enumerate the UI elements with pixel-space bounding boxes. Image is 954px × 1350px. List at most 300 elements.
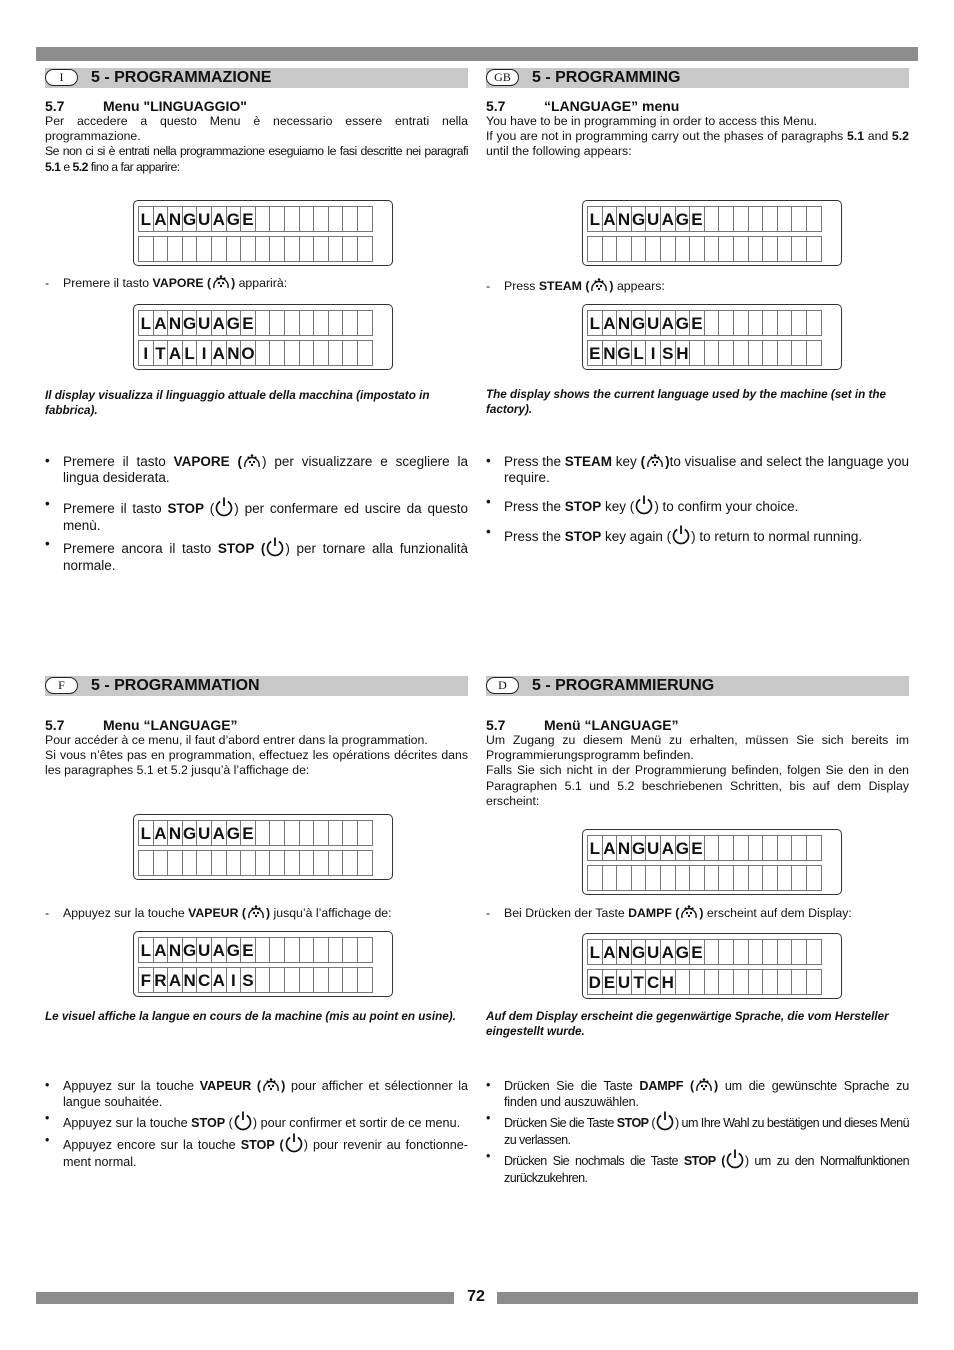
lcd-row	[587, 939, 821, 965]
list-item: • Drücken Sie die Taste DAMPF ( ) um die gewünschte Sprache zu finden und auszuwählen.	[486, 1078, 909, 1109]
section-it	[45, 68, 468, 175]
lcd-cell: L	[631, 340, 647, 366]
lcd-cell	[138, 236, 154, 262]
lcd-cell: L	[587, 835, 603, 861]
lcd-cell	[762, 939, 778, 965]
lcd-cell: G	[631, 835, 647, 861]
lcd-cell	[791, 236, 807, 262]
lcd-cell	[167, 236, 183, 262]
lcd-display	[582, 200, 842, 266]
lcd-cell: L	[138, 937, 154, 963]
lcd-row	[587, 835, 821, 861]
lcd-cell	[255, 236, 271, 262]
lcd-cell	[718, 835, 734, 861]
power-icon	[725, 1148, 745, 1170]
lcd-cell: H	[660, 969, 676, 995]
lcd-cell: A	[660, 835, 676, 861]
lcd-cell: A	[167, 340, 183, 366]
lcd-cell	[269, 937, 285, 963]
lcd-cell	[748, 865, 764, 891]
lcd-cell	[255, 937, 271, 963]
lcd-cell	[226, 850, 242, 876]
lcd-cell: G	[675, 206, 691, 232]
instruction-list	[45, 453, 468, 574]
lcd-cell	[196, 236, 212, 262]
lcd-cell	[806, 206, 822, 232]
lcd-cell	[777, 835, 793, 861]
lcd-cell: E	[689, 835, 705, 861]
lcd-cell	[587, 865, 603, 891]
lcd-cell	[182, 850, 198, 876]
lcd-cell	[269, 820, 285, 846]
display-remark: The display shows the current language used by the machine (set in the factory).	[486, 388, 887, 416]
lcd-cell: N	[182, 967, 198, 993]
power-icon	[284, 1132, 304, 1154]
lcd-cell	[806, 939, 822, 965]
lcd-cell: N	[167, 820, 183, 846]
lcd-cell: A	[602, 835, 618, 861]
instruction-list	[486, 1077, 909, 1186]
lcd-display	[133, 814, 393, 880]
lcd-cell: U	[645, 310, 661, 336]
intro-text: Pour accéder à ce menu, il faut d’abord entrer dans la programmation. Si vous n’êtes pas en programmation, effectuez les opérations décrites dans les paragraphes 5.1 et 5.2 jusqu’à l’affichage de:	[45, 733, 468, 778]
lcd-cell	[704, 206, 720, 232]
steam-icon	[246, 904, 266, 920]
language-badge: F	[45, 677, 78, 694]
lcd-cell	[791, 340, 807, 366]
lcd-cell	[240, 850, 256, 876]
lcd-cell	[342, 820, 358, 846]
lcd-cell: G	[182, 310, 198, 336]
lcd-cell: U	[196, 310, 212, 336]
lcd-cell	[602, 865, 618, 891]
list-item: • Press the STOP key again ( ) to return to normal running.	[486, 524, 863, 544]
lcd-cell	[718, 206, 734, 232]
lcd-cell	[660, 865, 676, 891]
lcd-cell	[791, 939, 807, 965]
display-remark: Il display visualizza il linguaggio attuale della macchina (impostato in fabbrica).	[45, 389, 430, 417]
lcd-cell	[733, 865, 749, 891]
lcd-cell	[733, 310, 749, 336]
steam-note: - Press STEAM ( ) appears:	[486, 279, 665, 293]
lcd-cell	[748, 206, 764, 232]
power-icon	[671, 524, 691, 546]
instruction-list	[45, 1077, 468, 1170]
lcd-cell	[733, 969, 749, 995]
lcd-cell	[748, 340, 764, 366]
lcd-cell	[284, 206, 300, 232]
lcd-cell	[211, 236, 227, 262]
lcd-cell: A	[211, 967, 227, 993]
lcd-display	[582, 829, 842, 895]
lcd-cell	[342, 310, 358, 336]
lcd-cell	[255, 340, 271, 366]
lcd-cell: U	[196, 937, 212, 963]
bottom-rule-left	[36, 1292, 454, 1304]
steam-icon	[589, 277, 609, 293]
power-icon	[214, 496, 234, 518]
lcd-cell	[299, 340, 315, 366]
subsection-title: 5.7 “LANGUAGE” menu	[486, 98, 680, 114]
power-icon	[233, 1110, 253, 1132]
lcd-cell	[704, 835, 720, 861]
lcd-cell	[255, 310, 271, 336]
list-item: • Appuyez sur la touche STOP ( ) pour confirmer et sortir de ce menu.	[45, 1111, 461, 1130]
lcd-cell	[704, 969, 720, 995]
lcd-cell	[284, 937, 300, 963]
top-rule	[36, 47, 918, 61]
lcd-cell: G	[631, 206, 647, 232]
power-icon	[634, 494, 654, 516]
lcd-cell: N	[616, 206, 632, 232]
lcd-cell: L	[587, 939, 603, 965]
lcd-row	[138, 850, 372, 876]
lcd-cell	[342, 206, 358, 232]
lcd-cell: U	[196, 820, 212, 846]
lcd-cell	[718, 310, 734, 336]
lcd-cell	[748, 969, 764, 995]
lcd-cell	[806, 310, 822, 336]
lcd-row	[138, 236, 372, 262]
lcd-cell	[675, 865, 691, 891]
lcd-cell: N	[167, 937, 183, 963]
lcd-cell: I	[226, 967, 242, 993]
lcd-cell: N	[616, 835, 632, 861]
lcd-cell	[226, 236, 242, 262]
lcd-cell	[704, 310, 720, 336]
lcd-cell: E	[240, 937, 256, 963]
lcd-cell	[328, 310, 344, 336]
lcd-cell: A	[660, 206, 676, 232]
steam-icon	[211, 274, 231, 290]
lcd-cell	[284, 820, 300, 846]
lcd-cell: E	[240, 310, 256, 336]
list-item: • Premere il tasto VAPORE ( ) per visualizzare e scegliere la lingua desiderata.	[45, 453, 468, 485]
lcd-cell	[357, 820, 373, 846]
lcd-cell: I	[138, 340, 154, 366]
lcd-cell	[313, 850, 329, 876]
lcd-cell	[167, 850, 183, 876]
lcd-cell: A	[153, 820, 169, 846]
lcd-cell	[806, 236, 822, 262]
lcd-cell	[777, 310, 793, 336]
lcd-cell: U	[196, 206, 212, 232]
lcd-cell	[791, 865, 807, 891]
language-badge: I	[45, 69, 78, 86]
lcd-cell: A	[153, 937, 169, 963]
lcd-cell	[255, 206, 271, 232]
lcd-cell	[762, 310, 778, 336]
lcd-cell	[733, 340, 749, 366]
lcd-cell	[777, 206, 793, 232]
lcd-cell	[602, 236, 618, 262]
instruction-list	[486, 453, 909, 546]
lcd-cell	[791, 206, 807, 232]
lcd-cell	[269, 236, 285, 262]
lcd-cell	[733, 835, 749, 861]
lcd-cell	[269, 310, 285, 336]
lcd-cell: U	[616, 969, 632, 995]
lcd-cell	[153, 236, 169, 262]
lcd-cell: T	[153, 340, 169, 366]
lcd-cell: E	[602, 969, 618, 995]
language-badge: GB	[486, 69, 519, 86]
lcd-row	[587, 236, 821, 262]
steam-note: - Premere il tasto VAPORE ( ) apparirà:	[45, 276, 288, 290]
steam-icon	[242, 453, 262, 469]
lcd-row	[138, 310, 372, 336]
lcd-cell: S	[240, 967, 256, 993]
list-item: • Press the STOP key ( ) to confirm your choice.	[486, 494, 799, 514]
lcd-cell: C	[196, 967, 212, 993]
lcd-display	[582, 933, 842, 999]
lcd-cell: L	[138, 820, 154, 846]
lcd-cell	[313, 967, 329, 993]
steam-note: - Appuyez sur la touche VAPEUR ( ) jusqu’à l’affichage de:	[45, 906, 392, 920]
lcd-cell	[357, 236, 373, 262]
lcd-cell	[342, 340, 358, 366]
lcd-cell	[328, 937, 344, 963]
steam-icon	[679, 904, 699, 920]
lcd-cell	[587, 236, 603, 262]
lcd-cell	[748, 236, 764, 262]
lcd-cell: S	[660, 340, 676, 366]
lcd-cell	[313, 310, 329, 336]
lcd-cell: A	[602, 206, 618, 232]
intro-text: Per accedere a questo Menu è necessario essere entrati nella programmazione. Se non ci si è entrati nella programmazione eseguiamo le fasi descritte nei paragrafi 5.1 e 5.2 fino a far apparire:	[45, 114, 468, 174]
lcd-cell	[284, 340, 300, 366]
lcd-cell	[284, 850, 300, 876]
lcd-cell	[328, 236, 344, 262]
lcd-display	[582, 304, 842, 370]
steam-icon	[261, 1077, 281, 1093]
lcd-cell	[299, 937, 315, 963]
lcd-cell	[313, 206, 329, 232]
lcd-cell	[328, 340, 344, 366]
section-header	[45, 676, 468, 696]
lcd-cell	[313, 937, 329, 963]
lcd-cell	[269, 340, 285, 366]
lcd-cell	[284, 236, 300, 262]
steam-icon	[645, 453, 665, 469]
lcd-cell	[182, 236, 198, 262]
lcd-cell: E	[689, 939, 705, 965]
lcd-cell: L	[587, 206, 603, 232]
lcd-cell: G	[226, 310, 242, 336]
lcd-cell	[704, 340, 720, 366]
page-number: 72	[467, 1288, 485, 1305]
lcd-cell	[357, 967, 373, 993]
lcd-cell	[313, 236, 329, 262]
lcd-cell	[631, 865, 647, 891]
lcd-cell	[153, 850, 169, 876]
lcd-cell: N	[226, 340, 242, 366]
lcd-cell: E	[240, 820, 256, 846]
lcd-cell: G	[226, 937, 242, 963]
lcd-cell: E	[689, 206, 705, 232]
lcd-cell	[806, 340, 822, 366]
lcd-cell	[328, 206, 344, 232]
lcd-cell	[631, 236, 647, 262]
lcd-cell	[299, 967, 315, 993]
lcd-cell	[357, 206, 373, 232]
lcd-cell: U	[645, 835, 661, 861]
section-title: 5 - PROGRAMMAZIONE	[91, 69, 272, 86]
lcd-cell	[704, 236, 720, 262]
lcd-cell: A	[660, 939, 676, 965]
lcd-cell: A	[153, 206, 169, 232]
lcd-cell: A	[211, 340, 227, 366]
lcd-cell	[733, 236, 749, 262]
lcd-cell	[284, 967, 300, 993]
section-header	[45, 68, 468, 88]
lcd-row	[587, 865, 821, 891]
lcd-cell	[675, 969, 691, 995]
intro-text: You have to be in programming in order to access this Menu. If you are not in programming carry out the phases of paragraphs 5.1 and 5.2 until the following appears:	[486, 114, 910, 159]
lcd-row	[587, 340, 821, 366]
lcd-row	[587, 206, 821, 232]
lcd-cell	[689, 865, 705, 891]
lcd-cell	[748, 310, 764, 336]
lcd-cell	[357, 340, 373, 366]
power-icon	[655, 1110, 675, 1132]
lcd-cell: I	[645, 340, 661, 366]
section-title: 5 - PROGRAMMATION	[91, 677, 260, 694]
lcd-cell	[645, 865, 661, 891]
lcd-cell	[342, 967, 358, 993]
lcd-cell	[328, 967, 344, 993]
lcd-cell	[211, 850, 227, 876]
lcd-cell: G	[616, 340, 632, 366]
lcd-cell: C	[645, 969, 661, 995]
lcd-cell: A	[602, 310, 618, 336]
list-item: • Appuyez encore sur la touche STOP ( ) pour revenir au fonctionne-ment normal.	[45, 1133, 468, 1169]
lcd-cell	[806, 835, 822, 861]
lcd-row	[138, 967, 372, 993]
lcd-cell	[791, 835, 807, 861]
steam-note: - Bei Drücken der Taste DAMPF ( ) erscheint auf dem Display:	[486, 906, 852, 920]
section-gb	[486, 68, 909, 160]
lcd-cell: G	[182, 206, 198, 232]
lcd-row	[138, 937, 372, 963]
lcd-row	[138, 206, 372, 232]
lcd-cell	[777, 340, 793, 366]
lcd-cell: R	[153, 967, 169, 993]
display-remark: Le visuel affiche la langue en cours de la machine (mis au point en usine).	[45, 1010, 456, 1023]
lcd-cell	[689, 236, 705, 262]
list-item: • Premere il tasto STOP ( ) per confermare ed uscire da questo menù.	[45, 496, 468, 533]
lcd-cell	[762, 835, 778, 861]
lcd-cell	[342, 850, 358, 876]
lcd-cell	[357, 937, 373, 963]
lcd-cell	[748, 939, 764, 965]
lcd-cell	[762, 969, 778, 995]
lcd-cell: N	[616, 310, 632, 336]
lcd-cell	[616, 865, 632, 891]
lcd-cell: G	[226, 206, 242, 232]
lcd-cell	[299, 850, 315, 876]
section-header	[486, 68, 909, 88]
lcd-cell	[689, 340, 705, 366]
lcd-cell	[299, 310, 315, 336]
lcd-cell	[357, 310, 373, 336]
section-de	[486, 676, 909, 809]
lcd-cell	[718, 236, 734, 262]
section-title: 5 - PROGRAMMING	[532, 69, 681, 86]
lcd-cell	[762, 236, 778, 262]
subsection-title: 5.7 Menu "LINGUAGGIO"	[45, 98, 247, 114]
intro-text: Um Zugang zu diesem Menü zu erhalten, müssen Sie sich bereits im Programmierungsprogramm befinden. Falls Sie sich nicht in der Programmierung befinden, folgen Sie den in den Paragraphen 5.1 und 5.2 beschriebenen Schritten, bis auf dem Display erscheint:	[486, 733, 909, 808]
lcd-cell: A	[211, 937, 227, 963]
lcd-cell	[718, 865, 734, 891]
lcd-cell	[806, 969, 822, 995]
lcd-cell: A	[167, 967, 183, 993]
lcd-cell	[313, 820, 329, 846]
lcd-cell	[733, 206, 749, 232]
bottom-rule-right	[497, 1292, 918, 1304]
lcd-cell	[689, 969, 705, 995]
lcd-cell	[269, 967, 285, 993]
lcd-cell: E	[587, 340, 603, 366]
lcd-cell: G	[182, 820, 198, 846]
lcd-cell: D	[587, 969, 603, 995]
lcd-cell	[718, 969, 734, 995]
lcd-cell	[328, 850, 344, 876]
lcd-cell	[675, 236, 691, 262]
list-item: • Drücken Sie die Taste STOP ( ) um Ihre Wahl zu bestätigen und dieses Menü zu verlassen.	[486, 1111, 909, 1147]
section-header	[486, 676, 909, 696]
lcd-display	[133, 304, 393, 370]
lcd-cell: N	[167, 206, 183, 232]
section-fr	[45, 676, 468, 779]
lcd-cell: L	[182, 340, 198, 366]
lcd-cell	[718, 939, 734, 965]
lcd-cell: G	[675, 835, 691, 861]
lcd-cell	[255, 850, 271, 876]
lcd-cell	[645, 236, 661, 262]
lcd-cell	[777, 865, 793, 891]
lcd-cell: F	[138, 967, 154, 993]
subsection-title: 5.7 Menu “LANGUAGE”	[45, 717, 238, 733]
lcd-cell: O	[240, 340, 256, 366]
list-item: • Premere ancora il tasto STOP ( ) per tornare alla funzionalità normale.	[45, 536, 469, 573]
lcd-cell	[269, 850, 285, 876]
lcd-cell	[762, 206, 778, 232]
lcd-cell: G	[631, 310, 647, 336]
lcd-cell: N	[167, 310, 183, 336]
lcd-cell: A	[211, 310, 227, 336]
lcd-cell	[762, 865, 778, 891]
lcd-cell	[299, 820, 315, 846]
lcd-cell: A	[660, 310, 676, 336]
lcd-cell: L	[138, 206, 154, 232]
lcd-cell	[733, 939, 749, 965]
lcd-cell	[299, 236, 315, 262]
display-remark: Auf dem Display erscheint die gegenwärtige Sprache, die vom Hersteller eingestellt wurde.	[486, 1010, 889, 1038]
lcd-cell: L	[138, 310, 154, 336]
lcd-cell: A	[602, 939, 618, 965]
lcd-cell	[762, 340, 778, 366]
lcd-cell	[777, 939, 793, 965]
lcd-cell: E	[689, 310, 705, 336]
lcd-cell	[791, 969, 807, 995]
lcd-cell: G	[675, 939, 691, 965]
lcd-cell: G	[631, 939, 647, 965]
lcd-cell	[138, 850, 154, 876]
lcd-cell: N	[602, 340, 618, 366]
lcd-cell: T	[631, 969, 647, 995]
lcd-cell: N	[616, 939, 632, 965]
